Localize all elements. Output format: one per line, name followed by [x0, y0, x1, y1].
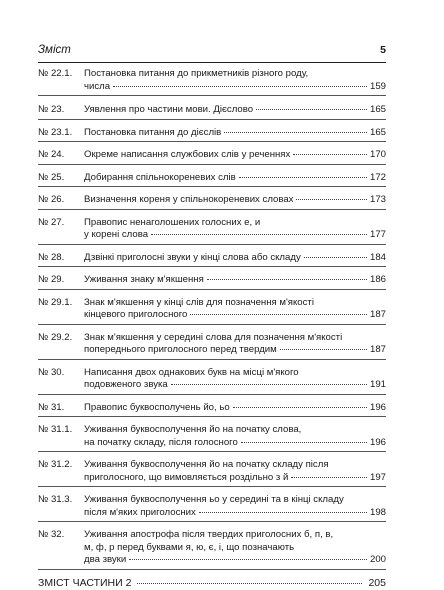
- toc-entry-page: 165: [369, 126, 386, 138]
- entry-divider: [38, 451, 386, 452]
- entry-divider: [38, 186, 386, 187]
- toc-entry-number: № 32.: [38, 529, 65, 540]
- toc-entry-page: 191: [369, 379, 386, 390]
- toc-entry[interactable]: [38, 274, 386, 287]
- toc-entry[interactable]: [38, 367, 386, 392]
- toc-entry-page: 197: [369, 471, 386, 483]
- toc-entry[interactable]: [38, 217, 386, 242]
- toc-entry[interactable]: [38, 332, 386, 357]
- toc-entry-page: 159: [369, 80, 386, 92]
- header-page-number: 5: [380, 44, 386, 56]
- toc-entry-number: № 31.2.: [38, 459, 73, 470]
- toc-entry-page: 184: [369, 251, 386, 263]
- toc-entry-page: 170: [369, 149, 386, 160]
- entry-divider: [38, 486, 386, 487]
- toc-entry-title-line: Уявлення про частини мови. Дієслово: [84, 104, 254, 115]
- running-header: [38, 44, 386, 60]
- dot-leader: [190, 313, 367, 315]
- entry-divider: [38, 394, 386, 395]
- toc-entry-page: 173: [369, 194, 386, 205]
- toc-entry-title-line: Правопис буквосполучень йо, ьо: [84, 401, 230, 413]
- entry-divider: [38, 95, 386, 96]
- dot-leader: [296, 198, 367, 200]
- toc-entry[interactable]: [38, 494, 386, 519]
- toc-entry-number: № 29.2.: [38, 331, 73, 343]
- toc-entry-title-line: Уживання апострофа після твердих приголосних б, п, в,: [84, 529, 334, 540]
- dot-leader: [233, 406, 367, 408]
- toc-entry[interactable]: [38, 529, 386, 567]
- toc-entry-page: 187: [369, 309, 386, 320]
- toc-entry[interactable]: [38, 68, 386, 93]
- toc-entry-number: № 23.1.: [38, 126, 73, 138]
- toc-entry-number: № 29.1.: [38, 296, 73, 308]
- entry-divider: [38, 359, 386, 360]
- dot-leader: [171, 383, 367, 385]
- dot-leader: [224, 131, 367, 133]
- toc-entry-number: № 26.: [38, 194, 65, 205]
- entry-divider: [38, 416, 386, 417]
- toc-entry-number: № 28.: [38, 251, 65, 263]
- toc-entry-number: № 22.1.: [38, 68, 73, 79]
- toc-entry-title-line: Дзвінкі приголосні звуки у кінці слова або складу: [84, 251, 301, 263]
- toc-entry[interactable]: [38, 172, 386, 185]
- part2-label: ЗМІСТ ЧАСТИНИ 2: [38, 576, 132, 589]
- toc-entry-number: № 30.: [38, 366, 65, 378]
- toc-entry-page: 200: [369, 554, 386, 565]
- toc-entry[interactable]: [38, 402, 386, 415]
- toc-entry-title-line: Написання двох однакових букв на місці м'якого: [84, 366, 299, 378]
- dot-leader: [256, 108, 367, 110]
- toc-entry-title-line: у корені слова: [84, 229, 149, 240]
- toc-entry-title-line: Уживання буквосполучення ьо у середині та в кінці складу: [84, 494, 344, 505]
- toc-entry-title-line: подовженого звука: [84, 379, 168, 390]
- toc-entry[interactable]: [38, 459, 386, 484]
- toc-entry[interactable]: [38, 297, 386, 322]
- header-title: Зміст: [38, 44, 71, 56]
- dot-leader: [280, 348, 367, 350]
- toc-entry-number: № 31.3.: [38, 494, 73, 505]
- toc-entry-title-line: м, ф, р перед буквами я, ю, є, і, що позначають: [84, 541, 295, 553]
- entry-divider: [38, 569, 386, 570]
- entry-divider: [38, 324, 386, 325]
- toc-entry-page: 196: [369, 401, 386, 413]
- dot-leader: [304, 256, 367, 258]
- part2-page: 205: [368, 576, 386, 589]
- toc-entry-title-line: Окреме написання службових слів у реченнях: [84, 149, 291, 160]
- dot-leader: [293, 153, 367, 155]
- toc-entry-page: 187: [369, 344, 386, 355]
- entry-divider: [38, 521, 386, 522]
- toc-entry-page: 165: [369, 104, 386, 115]
- toc-entry[interactable]: [38, 149, 386, 162]
- dot-leader: [137, 582, 362, 584]
- toc-entry-number: № 27.: [38, 216, 65, 228]
- toc-entry-title-line: числа: [84, 80, 111, 92]
- toc-entry-number: № 31.: [38, 401, 65, 413]
- toc-entry-title-line: Постановка питання до прикметників різного роду,: [84, 68, 309, 79]
- toc-entry-title-line: Уживання буквосполучення йо на початку слова,: [84, 424, 302, 435]
- toc-entry-title-line: Знак м'якшення у середині слова для позначення м'якості: [84, 331, 343, 343]
- dot-leader: [129, 558, 367, 560]
- toc-entry-title-line: Правопис ненаголошених голосних е, и: [84, 216, 261, 228]
- toc-entry-title-line: після м'яких приголосних: [84, 506, 196, 518]
- toc-entry-number: № 23.: [38, 104, 65, 115]
- toc-entry-part2[interactable]: [38, 577, 386, 590]
- toc-entry-number: № 31.1.: [38, 424, 73, 435]
- dot-leader: [151, 233, 367, 235]
- dot-leader: [291, 476, 367, 478]
- entry-divider: [38, 119, 386, 120]
- dot-leader: [199, 511, 367, 513]
- dot-leader: [207, 278, 367, 280]
- toc-entry-title-line: Постановка питання до дієслів: [84, 126, 222, 138]
- dot-leader: [113, 85, 367, 87]
- header-rule: [38, 62, 386, 63]
- entry-divider: [38, 209, 386, 210]
- dot-leader: [241, 441, 367, 443]
- toc-entry-title-line: кінцевого приголосного: [84, 309, 188, 320]
- toc-entry[interactable]: [38, 252, 386, 265]
- toc-entry-title-line: Уживання знаку м'якшення: [84, 274, 204, 285]
- toc-entry[interactable]: [38, 127, 386, 140]
- toc-entry-page: 198: [369, 506, 386, 518]
- toc-entry-page: 177: [369, 229, 386, 240]
- toc-entry-title-line: два звуки: [84, 554, 127, 565]
- toc-entry[interactable]: [38, 194, 386, 207]
- toc-entry-title-line: на початку складу, після голосного: [84, 436, 238, 448]
- dot-leader: [239, 176, 367, 178]
- toc-entry-title-line: Добирання спільнокореневих слів: [84, 171, 236, 183]
- toc-entry-title-line: приголосного, що вимовляється роздільно з й: [84, 471, 289, 483]
- entry-divider: [38, 164, 386, 165]
- entry-divider: [38, 244, 386, 245]
- toc-entry[interactable]: [38, 104, 386, 117]
- toc-entry-page: 186: [369, 274, 386, 285]
- toc-entry-title-line: попереднього приголосного перед твердим: [84, 344, 277, 355]
- toc-entry-number: № 24.: [38, 149, 65, 160]
- toc-entry-title-line: Уживання буквосполучення йо на початку складу після: [84, 459, 329, 470]
- toc-entry-title-line: Визначення кореня у спільнокореневих словах: [84, 194, 294, 205]
- toc-entry[interactable]: [38, 424, 386, 449]
- entry-divider: [38, 141, 386, 142]
- entry-divider: [38, 289, 386, 290]
- toc-entry-number: № 29.: [38, 274, 65, 285]
- toc-entry-page: 172: [369, 171, 386, 183]
- entry-divider: [38, 266, 386, 267]
- table-of-contents: [38, 68, 386, 590]
- toc-entry-page: 196: [369, 436, 386, 448]
- toc-entry-title-line: Знак м'якшення у кінці слів для позначення м'якості: [84, 296, 314, 308]
- toc-entry-number: № 25.: [38, 171, 65, 183]
